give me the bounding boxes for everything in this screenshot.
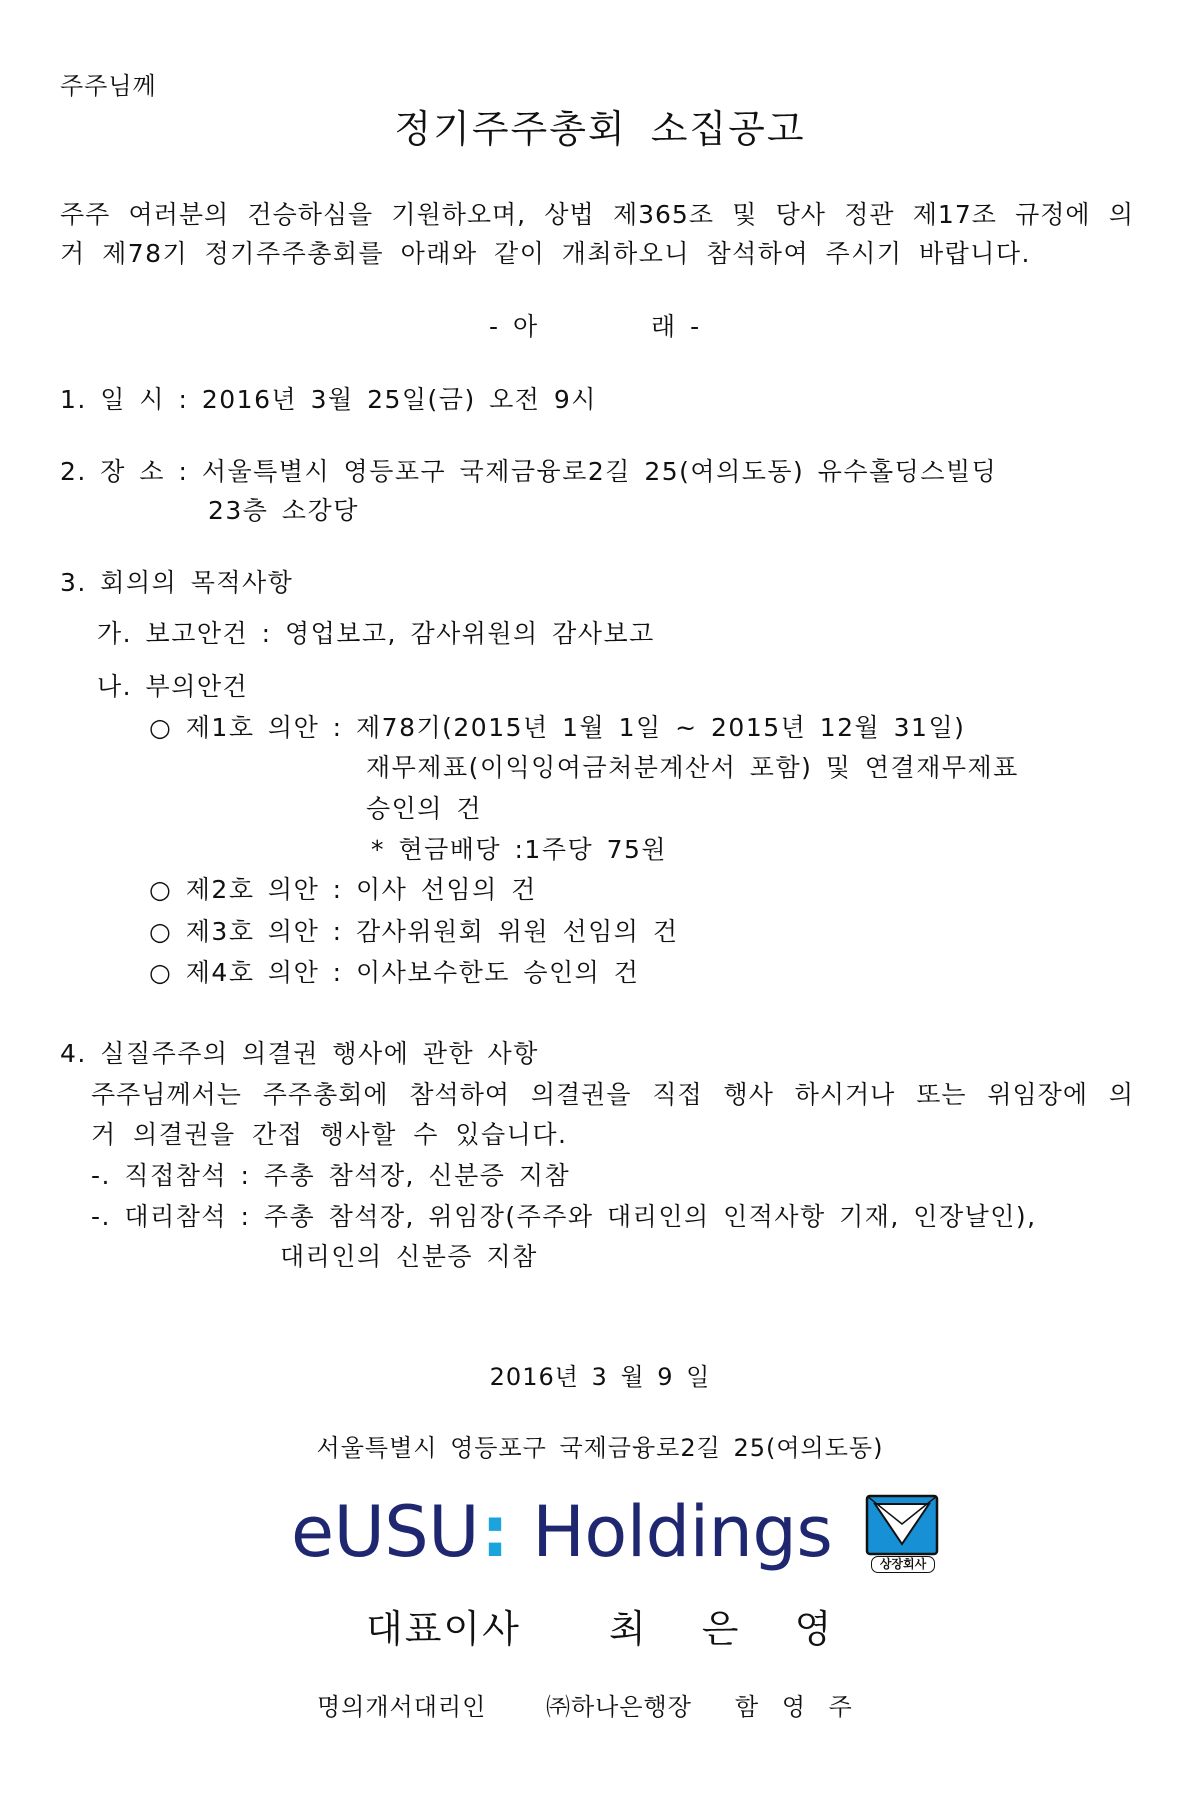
resolution-4: ○ 제4호 의안 : 이사보수한도 승인의 건 [149,958,640,987]
logo-wordmark-left: eUSU [291,1491,479,1573]
agenda-heading: 3. 회의의 목적사항 [60,568,294,597]
notice-date: 2016년 3 월 9 일 [489,1363,711,1391]
voting-body-line-2: 거 의결권을 간접 행사할 수 있습니다. [91,1120,568,1149]
resolution-1-continued: 재무제표(이익잉여금처분계산서 포함) 및 연결재무제표 [366,753,1019,782]
resolution-2: ○ 제2호 의안 : 이사 선임의 건 [149,875,537,904]
venue-item: 2. 장 소 : 서울특별시 영등포구 국제금융로2길 25(여의도동) 유수홀딩스빌딩 [60,457,998,486]
agenda-report: 가. 보고안건 : 영업보고, 감사위원의 감사보고 [97,619,655,648]
registrar-name: 함 영 주 [735,1693,853,1721]
cash-dividend-note: * 현금배당 :1주당 75원 [371,835,668,864]
notice-heading-left: - 아 [489,312,539,341]
proxy-attendance: -. 대리참석 : 주총 참석장, 위임장(주주와 대리인의 인적사항 기재, 인장날인), [91,1202,1037,1231]
badge-label: 상장회사 [871,1556,935,1573]
logo-wordmark-right: Holdings [532,1491,833,1573]
notice-heading-right: 래 - [651,312,701,341]
schedule-item: 1. 일 시 : 2016년 3월 25일(금) 오전 9시 [60,385,597,414]
page-title: 정기주주총회 소집공고 [394,107,806,151]
registrar-label: 명의개서대리인 [317,1693,487,1721]
resolution-1-approval: 승인의 건 [366,794,483,823]
company-logo [291,1490,951,1580]
voting-body-line-1: 주주님께서는 주주총회에 참석하여 의결권을 직접 행사 하시거나 또는 위임장에 의 [91,1080,1134,1109]
resolution-3: ○ 제3호 의안 : 감사위원회 위원 선임의 건 [149,917,679,946]
venue-item-continued: 23층 소강당 [208,496,359,525]
logo-wordmark-separator: : [480,1491,509,1573]
ceo-title: 대표이사 [366,1607,521,1651]
direct-attendance: -. 직접참석 : 주총 참석장, 신분증 지참 [91,1161,571,1190]
ceo-name: 최 은 영 [609,1607,834,1651]
intro-line-2: 거 제78기 정기주주총회를 아래와 같이 개최하오니 참석하여 주시기 바랍니다. [60,239,1031,268]
agenda-resolutions-heading: 나. 부의안건 [97,672,249,701]
resolution-1: ○ 제1호 의안 : 제78기(2015년 1월 1일 ~ 2015년 12월 31일) [149,713,966,742]
logo-wordmark [291,1492,832,1572]
listed-company-badge [865,1494,939,1574]
voting-heading: 4. 실질주주의 의결권 행사에 관한 사항 [60,1039,539,1068]
company-address: 서울특별시 영등포구 국제금융로2길 25(여의도동) [316,1434,884,1462]
proxy-attendance-continued: 대리인의 신분증 지참 [280,1242,538,1271]
listed-company-badge-icon [865,1494,939,1558]
registrar-bank: ㈜하나은행장 [546,1693,692,1721]
intro-line-1: 주주 여러분의 건승하심을 기원하오며, 상법 제365조 및 당사 정관 제17조 규정에 의 [60,200,1134,229]
greeting: 주주님께 [60,72,157,100]
